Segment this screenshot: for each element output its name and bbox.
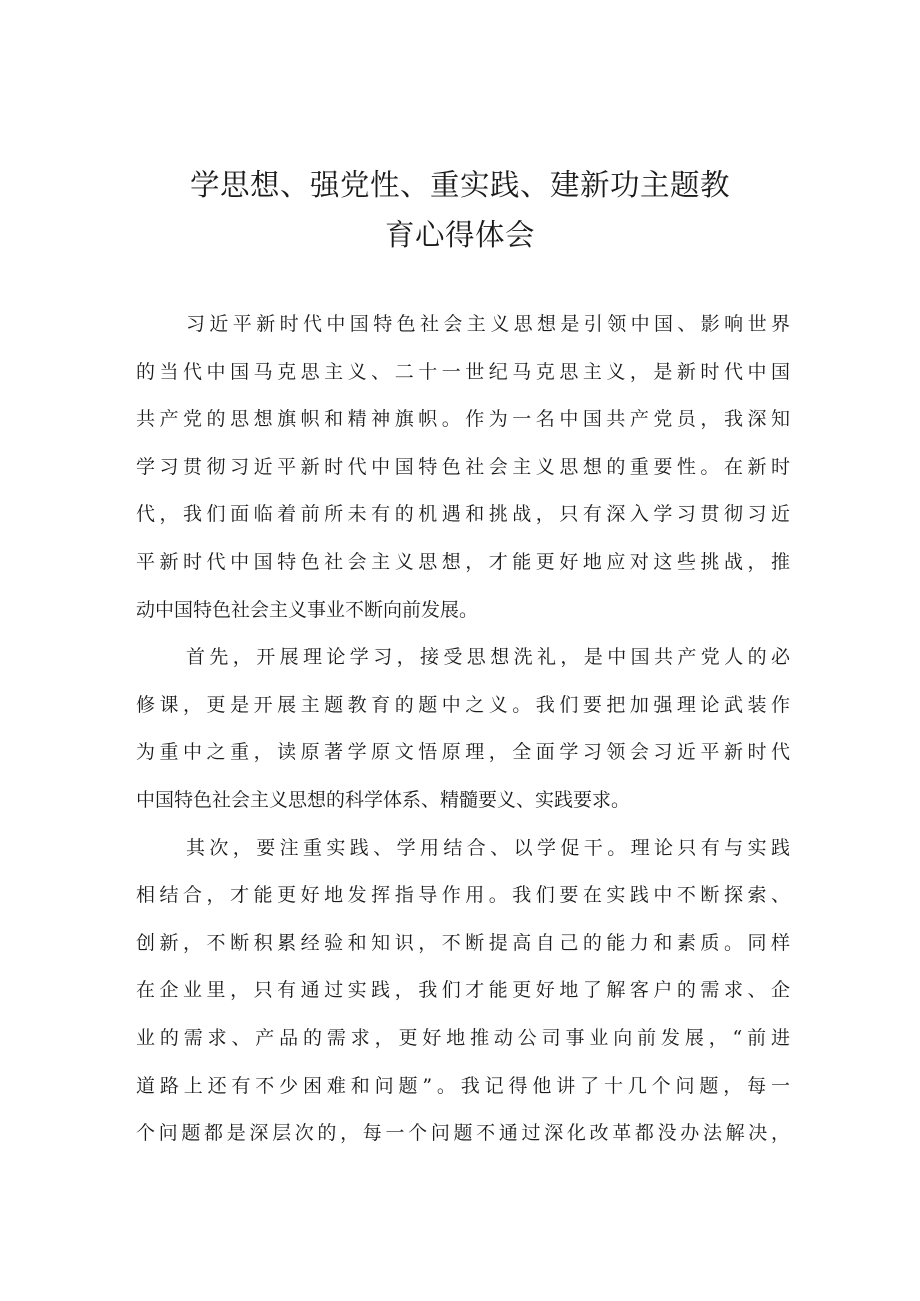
- text-line: 修课，更是开展主题教育的题中之义。我们要把加强理论武装作: [136, 693, 790, 716]
- text-line: 中国特色社会主义思想的科学体系、精髓要义、实践要求。: [136, 788, 631, 811]
- text-line: 相结合，才能更好地发挥指导作用。我们要在实践中不断探索、: [136, 884, 790, 907]
- text-line: 代，我们面临着前所未有的机遇和挑战，只有深入学习贯彻习近: [136, 503, 790, 526]
- text-line: 为重中之重，读原著学原文悟原理，全面学习领会习近平新时代: [136, 741, 790, 764]
- text-line: 学习贯彻习近平新时代中国特色社会主义思想的重要性。在新时: [136, 455, 790, 478]
- text-line: 道路上还有不少困难和问题”。我记得他讲了十几个问题，每一: [136, 1074, 790, 1097]
- title-line-1: 学思想、强党性、重实践、建新功主题教: [189, 168, 730, 202]
- text-line: 创新，不断积累经验和知识，不断提高自己的能力和素质。同样: [136, 931, 790, 954]
- document-title: [130, 160, 790, 260]
- text-line: 的当代中国马克思主义、二十一世纪马克思主义，是新时代中国: [136, 360, 790, 383]
- text-line: 业的需求、产品的需求，更好地推动公司事业向前发展，“前进: [136, 1026, 790, 1049]
- text-line: 在企业里，只有通过实践，我们才能更好地了解客户的需求、企: [136, 979, 790, 1002]
- text-line: 其次，要注重实践、学用结合、以学促干。理论只有与实践: [186, 836, 790, 859]
- text-line: 个问题都是深层次的，每一个问题不通过深化改革都没办法解决，: [136, 1122, 790, 1145]
- text-line: 平新时代中国特色社会主义思想，才能更好地应对这些挑战，推: [136, 550, 790, 573]
- text-line: 动中国特色社会主义事业不断向前发展。: [136, 598, 479, 621]
- text-line: 习近平新时代中国特色社会主义思想是引领中国、影响世界: [186, 313, 790, 335]
- title-line-2: 育心得体会: [384, 218, 535, 252]
- text-line: 首先，开展理论学习，接受思想洗礼，是中国共产党人的必: [186, 646, 790, 669]
- document-body: [136, 301, 790, 1158]
- text-line: 共产党的思想旗帜和精神旗帜。作为一名中国共产党员，我深知: [136, 408, 790, 431]
